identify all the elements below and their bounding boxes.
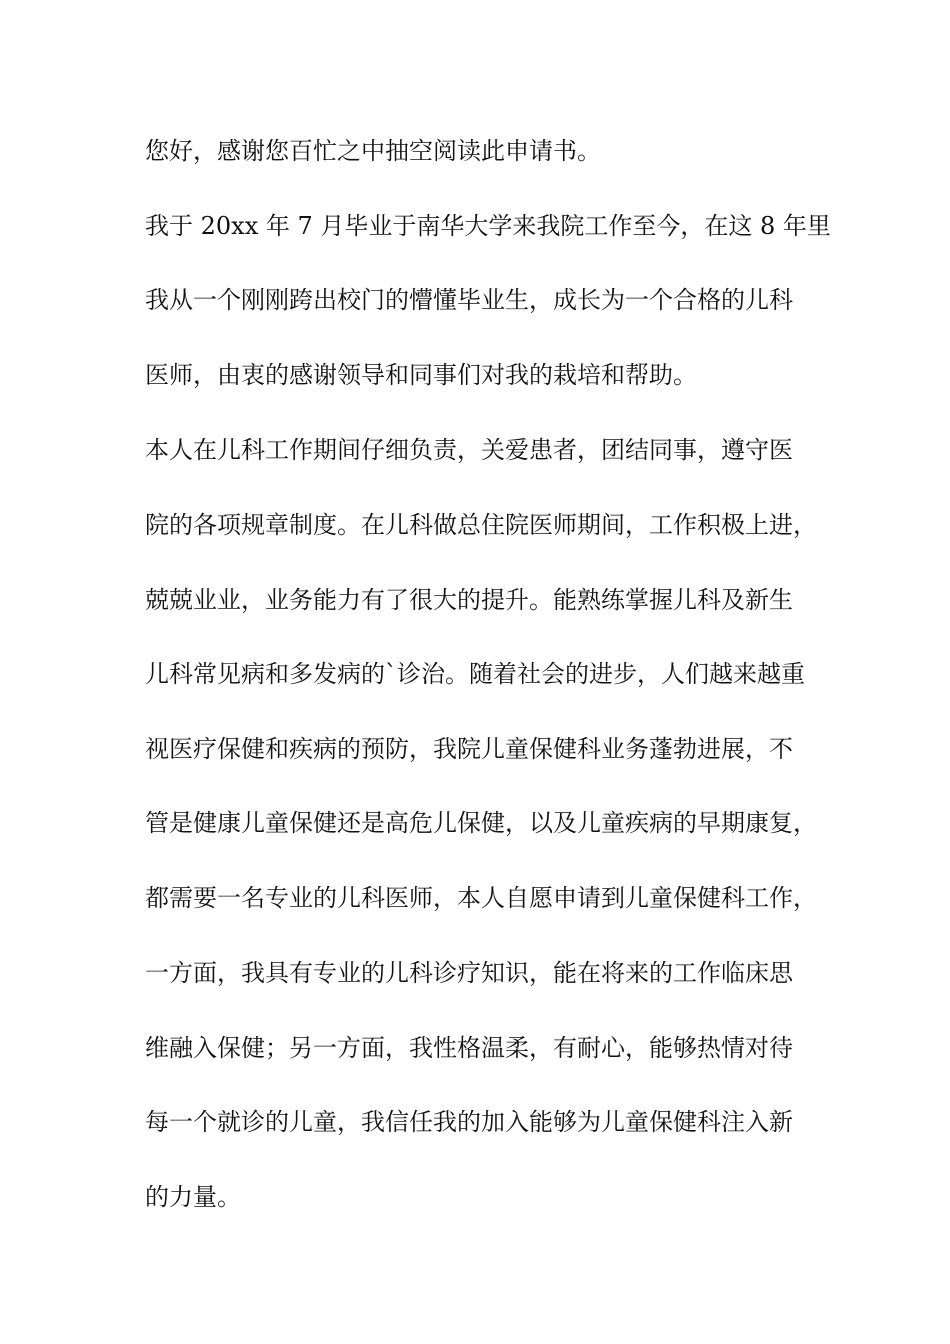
body-text-line: 维融入保健；另一方面，我性格温柔，有耐心，能够热情对待 [145, 1034, 793, 1062]
body-text-line: 一方面，我具有专业的儿科诊疗知识，能在将来的工作临床思 [145, 959, 793, 987]
body-text-line: 每一个就诊的儿童，我信任我的加入能够为儿童保健科注入新 [145, 1108, 793, 1136]
body-text-line: 我从一个刚刚跨出校门的懵懂毕业生，成长为一个合格的儿科 [145, 286, 793, 314]
body-text-line: 院的各项规章制度。在儿科做总住院医师期间，工作积极上进， [145, 511, 817, 539]
body-text-line: 儿科常见病和多发病的`诊治。随着社会的进步，人们越来越重 [145, 660, 805, 688]
body-text-line: 本人在儿科工作期间仔细负责，关爱患者，团结同事，遵守医 [145, 436, 793, 464]
body-text-line: 视医疗保健和疾病的预防，我院儿童保健科业务蓬勃进展，不 [145, 735, 793, 763]
greeting-line: 您好，感谢您百忙之中抽空阅读此申请书。 [145, 137, 601, 165]
body-text-line: 医师，由衷的感谢领导和同事们对我的栽培和帮助。 [145, 361, 697, 389]
body-text-line: 都需要一名专业的儿科医师，本人自愿申请到儿童保健科工作， [145, 884, 817, 912]
closing-text-line: 的力量。 [145, 1183, 241, 1211]
body-text-line: 我于 20xx 年 7 月毕业于南华大学来我院工作至今，在这 8 年里 [145, 212, 831, 240]
body-text-line: 管是健康儿童保健还是高危儿保健，以及儿童疾病的早期康复， [145, 809, 817, 837]
body-text-line: 兢兢业业，业务能力有了很大的提升。能熟练掌握儿科及新生 [145, 586, 793, 614]
